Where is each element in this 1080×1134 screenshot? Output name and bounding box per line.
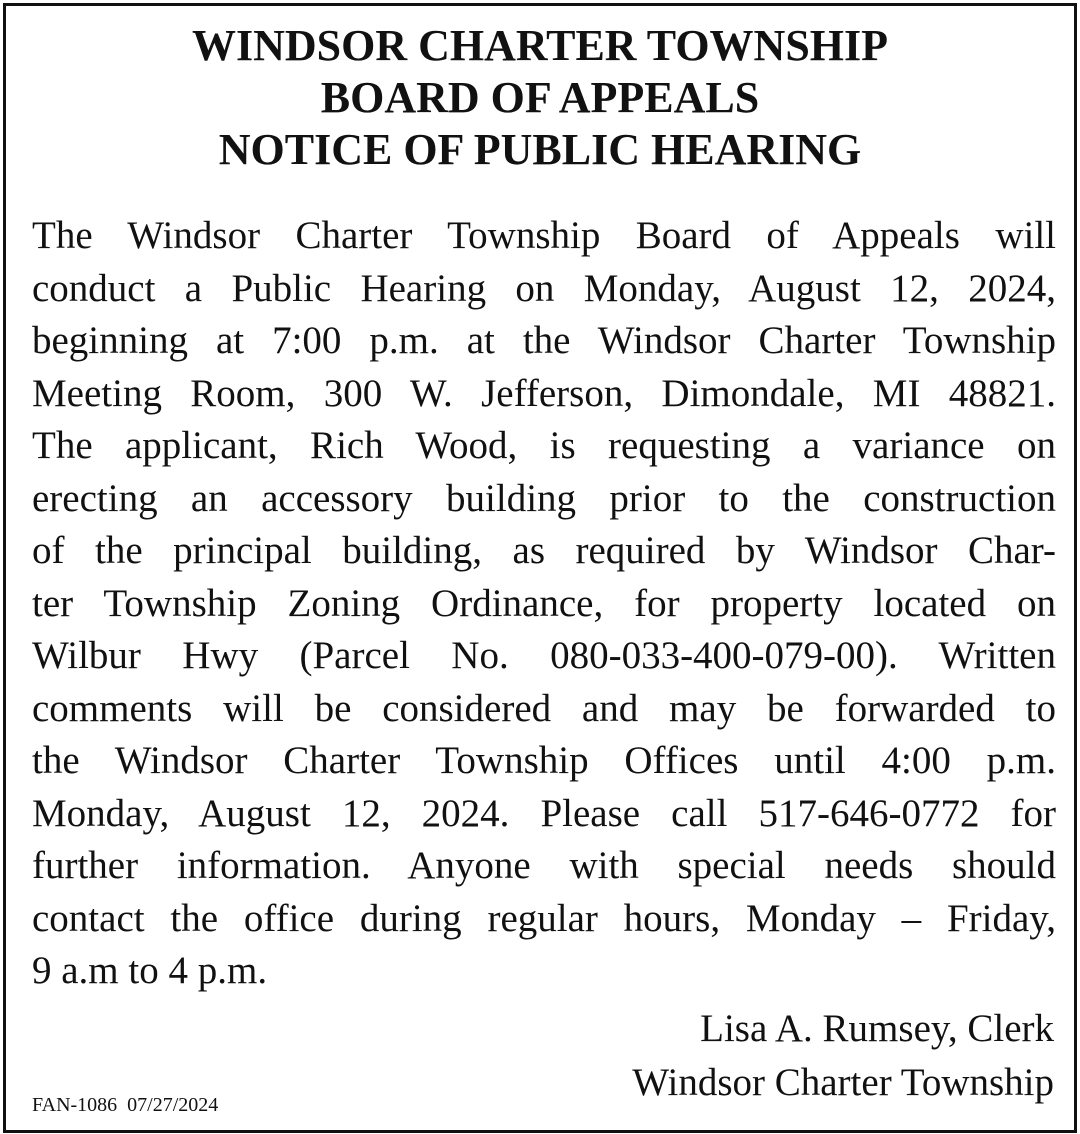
body-line: Wilbur Hwy (Parcel No. 080-033-400-079-00). Written: [32, 634, 1056, 677]
body-line: contact the office during regular hours, Monday – Friday,: [32, 896, 1056, 940]
body-line: further information. Anyone with special needs should: [32, 844, 1056, 887]
publication-code: FAN-1086 07/27/2024: [32, 1094, 219, 1116]
public-notice: [3, 3, 1077, 1133]
body-line: Meeting Room, 300 W. Jefferson, Dimondale, MI 48821.: [32, 371, 1056, 415]
body-line: of the principal building, as required by Windsor Char-: [32, 529, 1056, 572]
body-line: comments will be considered and may be forwarded to: [32, 686, 1056, 730]
signature-block: [632, 1002, 1054, 1110]
signer-organization: Windsor Charter Township: [632, 1061, 1054, 1104]
heading-board: BOARD OF APPEALS: [320, 73, 760, 122]
body-line: ter Township Zoning Ordinance, for property located on: [32, 581, 1056, 625]
body-line: conduct a Public Hearing on Monday, August 12, 2024,: [32, 266, 1056, 310]
body-line: the Windsor Charter Township Offices until 4:00 p.m.: [32, 739, 1056, 782]
body-line: The applicant, Rich Wood, is requesting a variance on: [32, 424, 1056, 467]
body-line: beginning at 7:00 p.m. at the Windsor Charter Township: [32, 319, 1056, 362]
notice-body: [32, 210, 1056, 998]
body-line: Monday, August 12, 2024. Please call 517-646-0772 for: [32, 791, 1056, 835]
notice-heading: [6, 20, 1074, 176]
body-line: The Windsor Charter Township Board of Appeals will: [32, 214, 1056, 257]
signer-name: Lisa A. Rumsey, Clerk: [700, 1007, 1054, 1050]
heading-notice-type: NOTICE OF PUBLIC HEARING: [218, 125, 862, 174]
body-line: 9 a.m to 4 p.m.: [32, 949, 268, 992]
body-line: erecting an accessory building prior to the construction: [32, 476, 1056, 520]
heading-township: WINDSOR CHARTER TOWNSHIP: [191, 21, 889, 70]
